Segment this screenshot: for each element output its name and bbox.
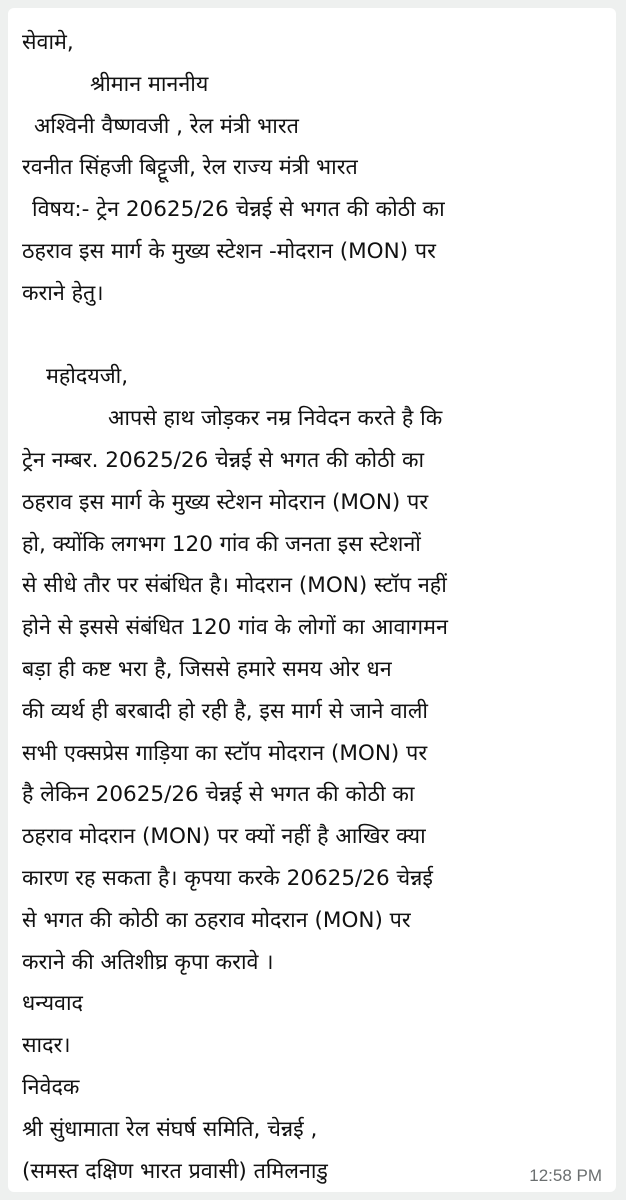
message-line: कारण रह सकता है। कृपया करके 20625/26 चेन्नई <box>22 865 433 891</box>
message-line: से सीधे तौर पर संबंधित है। मोदरान (MON) स्टॉप नहीं <box>22 573 447 599</box>
message-line: अश्विनी वैष्णवजी , रेल मंत्री भारत <box>34 113 299 139</box>
message-bubble[interactable] <box>8 8 616 1192</box>
message-line: श्री सुंधामाता रेल संघर्ष समिति, चेन्नई , <box>22 1116 318 1142</box>
message-line: सेवामे, <box>22 30 74 55</box>
message-timestamp: 12:58 PM <box>529 1166 602 1185</box>
message-line: बड़ा ही कष्ट भरा है, जिससे हमारे समय ओर धन <box>22 656 392 682</box>
message-line: रवनीत सिंहजी बिट्टूजी, रेल राज्य मंत्री भारत <box>22 155 358 181</box>
message-line: श्रीमान माननीय <box>90 71 209 97</box>
message-line: आपसे हाथ जोड़कर नम्र निवेदन करते है कि <box>108 406 443 432</box>
message-line: निवेदक <box>22 1074 80 1100</box>
message-line: कराने की अतिशीघ्र कृपा करावे । <box>22 949 274 975</box>
message-line: कराने हेतु। <box>22 280 104 306</box>
message-line: होने से इससे संबंधित 120 गांव के लोगों का आवागमन <box>22 615 448 641</box>
message-line: धन्यवाद <box>22 991 83 1017</box>
message-line: सादर। <box>22 1033 71 1059</box>
message-line: ठहराव इस मार्ग के मुख्य स्टेशन मोदरान (MON) पर <box>22 489 429 515</box>
message-line: हो, क्योंकि लगभग 120 गांव की जनता इस स्टेशनों <box>22 531 421 557</box>
message-line: ठहराव मोदरान (MON) पर क्यों नहीं है आखिर क्या <box>22 824 426 850</box>
message-line: महोदयजी, <box>46 364 129 390</box>
message-line: है लेकिन 20625/26 चेन्नई से भगत की कोठी का <box>22 782 415 808</box>
message-line: ठहराव इस मार्ग के मुख्य स्टेशन -मोदरान (MON) पर <box>22 238 436 264</box>
message-line: (समस्त दक्षिण भारत प्रवासी) तमिलनाडु <box>22 1158 328 1184</box>
message-line: विषय:- ट्रेन 20625/26 चेन्नई से भगत की कोठी का <box>32 197 445 223</box>
message-line: की व्यर्थ ही बरबादी हो रही है, इस मार्ग से जाने वाली <box>22 698 428 724</box>
message-line: ट्रेन नम्बर. 20625/26 चेन्नई से भगत की कोठी का <box>22 447 425 473</box>
message-line: सभी एक्सप्रेस गाड़िया का स्टॉप मोदरान (MON) पर <box>22 740 428 766</box>
blank-line <box>22 315 606 357</box>
message-line: से भगत की कोठी का ठहराव मोदरान (MON) पर <box>22 907 411 933</box>
message-text <box>22 22 606 1192</box>
